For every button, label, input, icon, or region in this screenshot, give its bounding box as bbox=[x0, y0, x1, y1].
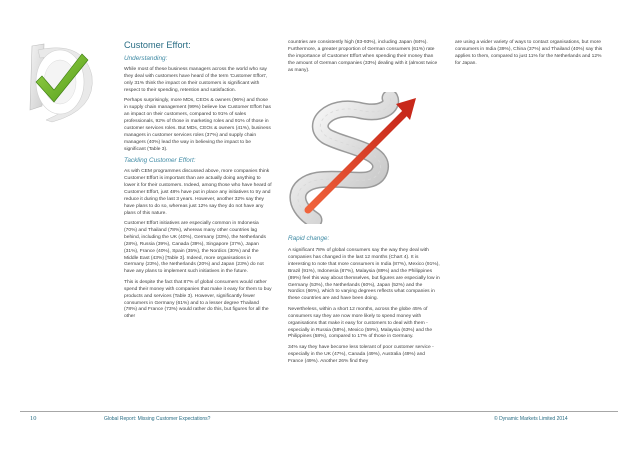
subtitle-tackling: Tackling Customer Effort: bbox=[124, 157, 196, 165]
paragraph: countries are consistently high (83-93%), including Japan (84%). Furthermore, a greater proportion of German consumers (61%) rate the importance of Customer Effort when spending their money than the amount of German companies (33%) dealing with it (almost twice as many). bbox=[288, 40, 438, 73]
subtitle-rapid-change: Rapid change: bbox=[288, 235, 330, 242]
column-1 bbox=[124, 40, 272, 325]
footer-divider bbox=[20, 411, 618, 412]
footer-copyright: © Dynamic Markets Limited 2014 bbox=[494, 416, 568, 422]
page-number: 10 bbox=[30, 415, 37, 422]
paragraph: are using a wider variety of ways to contact organisations, but more consumers in India (39%), China (37%) and Thailand (40%) say this applies to them, compared to just 11% for the Netherlands and 12% for Japan. bbox=[455, 40, 603, 66]
paragraph: Nevertheless, within a short 12 months, across the globe 45% of consumers say they are now more likely to spend money with organisations that make it easy for customers to deal with them - especially in Russia (58%), Mexico (59%), Malaysia (63%) and the Philippines (58%), compared to 17% of those in Germany. bbox=[288, 306, 433, 340]
winding-road-arrow-illustration bbox=[286, 92, 442, 224]
subtitle-understanding: Understanding: bbox=[124, 55, 168, 62]
target-checkmark-icon bbox=[26, 40, 106, 132]
footer-report-title: Global Report: Missing Customer Expectations? bbox=[104, 416, 211, 422]
section-title: Customer Effort: bbox=[124, 40, 191, 50]
column-3 bbox=[455, 40, 605, 71]
paragraph: Customer Effort initiatives are especially common in Indonesia (70%) and Thailand (78%), whereas many other countries lag behind, including the UK (40%), Germany (33%), the Netherlands (28%), Russia (39%), Canada (39%), Singapore (37%), Japan (31%), France (40%), Spain (35%), the Nordics (30%) and the Middle East (43%) [Table 3]. Indeed, more organisations in Germany (23%), the Netherlands (20%) and Japan (23%) do not have any plans to implement such initiatives in the future. bbox=[124, 221, 266, 275]
rapid-change-section bbox=[288, 235, 440, 369]
paragraph: 34% say they have become less tolerant of poor customer service - especially in the UK (47%), Canada (49%), Australia (49%) and France (49%). Another 26% find they bbox=[288, 344, 434, 364]
paragraph: While most of these business managers across the world who say they deal with customers have heard of the term 'Customer Effort', only 31% think the impact on their customers is significant with respect to their spending, retention and satisfaction. bbox=[124, 67, 268, 93]
column-2 bbox=[288, 40, 440, 78]
paragraph: This is despite the fact that 87% of global consumers would rather spend their money with companies that make it easy for them to buy products and services (Table 3). However, significantly fewer consumers in Germany (61%) and to a lesser degree Thailand (78%) and France (73%) would rather do this, but figures for all the other bbox=[124, 279, 272, 320]
paragraph: As with CEM programmes discussed above, more companies think Customer Effort is important than are actually doing anything to lower it for their customers. Indeed, among those who have heard of Customer Effort, just 48% have put in place any initiatives to try and reduce it during the last 3 years. However, another 32% say they have plans to do so, whereas just 12% say they do not have any plans of this nature. bbox=[124, 169, 272, 216]
paragraph: Perhaps surprisingly, more MDs, CEOs & owners (96%) and those in supply chain management (99%) believe low Customer Effort has an impact on their customers, compared to 91% of sales professionals, 92% of those in marketing roles and 91% of those in customer services roles. But MDs, CEOs & owners (41%), business managers in customer services roles (37%) and supply chain managers (40%) lead the way in believing the impact to be significant (Table 3). bbox=[124, 98, 271, 152]
paragraph: A significant 78% of global consumers say the way they deal with companies has changed in the last 12 months (Chart 4). It is interesting to note that more consumers in India (87%), Mexico (91%), Brazil (91%), Indonesia (87%), Malaysia (89%) and the Philippines (89%) feel this way about themselves, but figures are especially low in Germany (53%), the Netherlands (60%), Japan (52%) and the Nordics (66%), which to varying degrees reflects what companies in these countries are and have been doing. bbox=[288, 248, 440, 302]
